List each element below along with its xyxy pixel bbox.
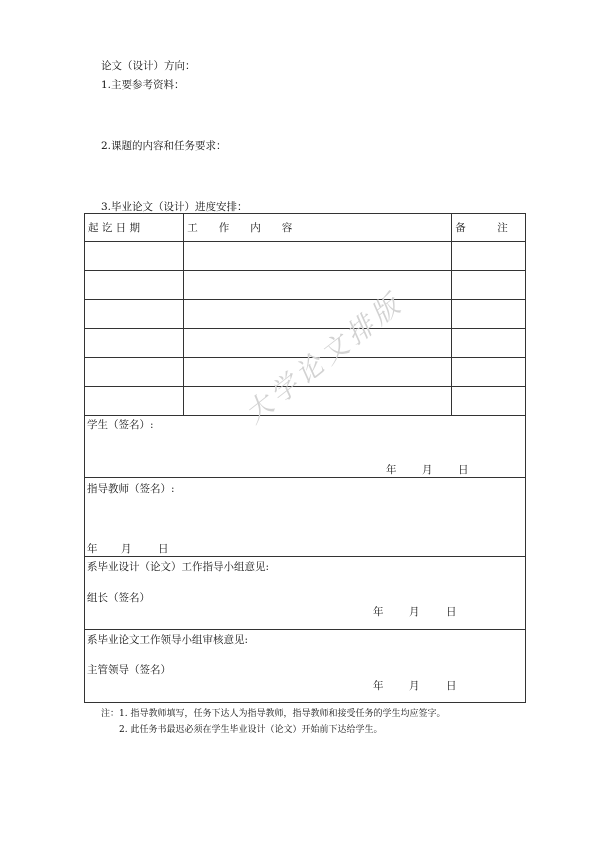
advisor-date-month: 月 (121, 543, 132, 555)
review-date-month: 月 (409, 680, 420, 692)
date-cell[interactable] (85, 358, 184, 387)
date-cell[interactable] (85, 242, 184, 271)
table-row (85, 271, 526, 300)
group-leader-signature-label: 组长（签名） (87, 592, 150, 604)
student-signature-label: 学生（签名）: (87, 419, 154, 431)
notes-cell[interactable] (452, 329, 526, 358)
table-row (85, 300, 526, 329)
work-cell[interactable] (184, 271, 452, 300)
advisor-signature-section[interactable] (84, 478, 526, 557)
student-signature-section[interactable] (84, 414, 526, 478)
advisor-date-year: 年 (87, 543, 98, 555)
review-group-opinion-label: 系毕业论文工作领导小组审核意见: (87, 634, 249, 646)
date-cell[interactable] (85, 387, 184, 416)
review-date-day: 日 (446, 680, 457, 692)
guidance-group-section[interactable] (84, 557, 526, 630)
schedule-table-header (85, 214, 526, 242)
col-work-header: 工 作 内 容 (184, 214, 452, 242)
student-date-day: 日 (458, 464, 469, 476)
review-date-year: 年 (373, 680, 384, 692)
notes-cell[interactable] (452, 242, 526, 271)
supervisor-signature-label: 主管领导（签名） (87, 664, 171, 676)
notes-cell[interactable] (452, 358, 526, 387)
student-date-month: 月 (422, 464, 433, 476)
work-cell[interactable] (184, 242, 452, 271)
notes-cell[interactable] (452, 271, 526, 300)
guidance-group-opinion-label: 系毕业设计（论文）工作指导小组意见: (87, 561, 270, 573)
notes-cell[interactable] (452, 387, 526, 416)
date-cell[interactable] (85, 271, 184, 300)
review-group-section[interactable] (84, 630, 526, 703)
footnote-2: 2. 此任务书最迟必须在学生毕业设计（论文）开始前下达给学生。 (119, 725, 383, 735)
notes-cell[interactable] (452, 300, 526, 329)
advisor-date-day: 日 (158, 543, 169, 555)
references-label: 1.主要参考资料： (101, 79, 185, 91)
advisor-signature-label: 指导教师（签名）: (87, 483, 175, 495)
col-dates-header: 起 讫 日 期 (85, 214, 184, 242)
footnote-1: 注：1. 指导教师填写，任务下达人为指导教师，指导教师和接受任务的学生均应签字。 (101, 709, 446, 719)
table-row (85, 242, 526, 271)
group-date-month: 月 (409, 606, 420, 618)
student-date-year: 年 (386, 464, 397, 476)
work-cell[interactable] (184, 387, 452, 416)
group-date-day: 日 (446, 606, 457, 618)
col-notes-header: 备 注 (452, 214, 526, 242)
date-cell[interactable] (85, 300, 184, 329)
watermark: 大学论文排版 (239, 287, 410, 430)
date-cell[interactable] (85, 329, 184, 358)
direction-label: 论文（设计）方向： (101, 60, 196, 72)
group-date-year: 年 (373, 606, 384, 618)
work-cell[interactable] (184, 300, 452, 329)
schedule-label: 3.毕业论文（设计）进度安排： (101, 201, 248, 213)
requirements-label: 2.课题的内容和任务要求： (101, 140, 227, 152)
